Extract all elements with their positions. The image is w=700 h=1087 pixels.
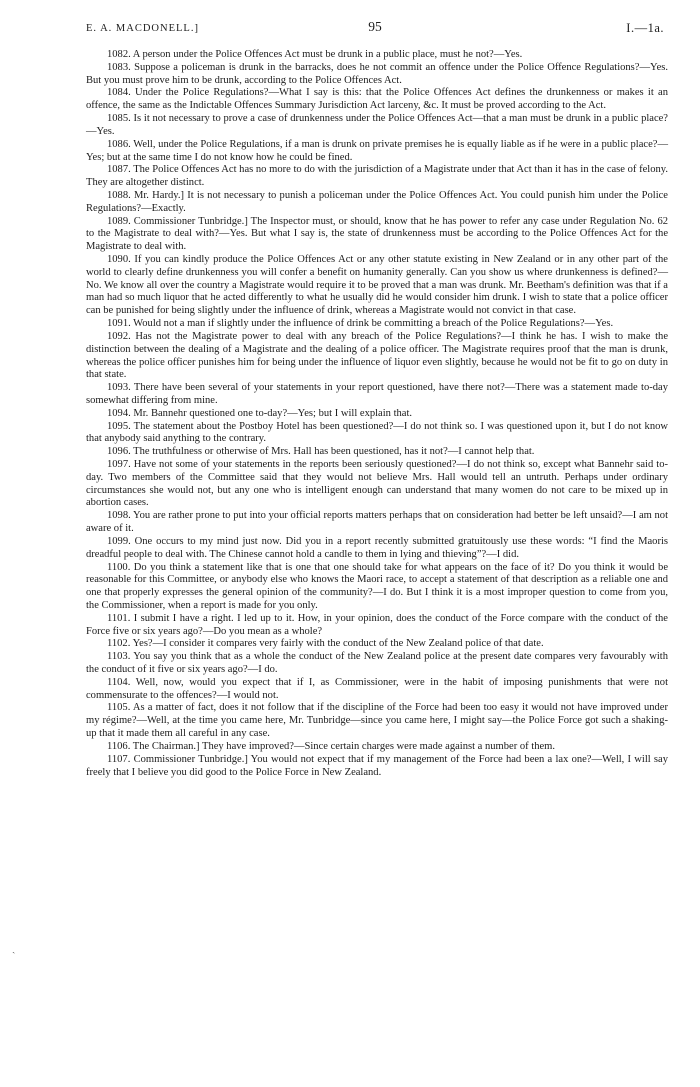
paragraph-1098: 1098. You are rather prone to put into your official reports matters perhaps that on consideration had better be left unsaid?—I am not aware of it. <box>86 510 668 535</box>
paragraph-1088: 1088. Mr. Hardy.] It is not necessary to punish a policeman under the Police Offences Act. You could punish him under the Police Regulations?—Exactly. <box>86 189 668 214</box>
page-header <box>86 19 664 41</box>
paragraph-1091: 1091. Would not a man if slightly under the influence of drink be committing a breach of the Police Regulations?—Yes. <box>107 318 614 330</box>
header-paper-reference: I.—1a. <box>626 21 664 35</box>
paragraph-1094: 1094. Mr. Bannehr questioned one to-day?—Yes; but I will explain that. <box>107 407 413 419</box>
paragraph-1106: 1106. The Chairman.] They have improved?—Since certain charges were made against a number of them. <box>107 740 555 752</box>
paragraph-1095: 1095. The statement about the Postboy Hotel has been questioned?—I do not think so. I was questioned upon it, but I do not know that anybody said anything to the contrary. <box>86 420 668 445</box>
paragraph-1107: 1107. Commissioner Tunbridge.] You would not expect that if my management of the Force had been a lax one?—Well, I will say freely that I believe you did good to the Police Force in New Zealand. <box>86 753 668 778</box>
paragraph-1085: 1085. Is it not necessary to prove a case of drunkenness under the Police Offences Act—that a man must be drunk in a public place?—Yes. <box>86 113 668 137</box>
paragraph-1097: 1097. Have not some of your statements in the reports been seriously questioned?—I do not think so, except what Bannehr said to-day. Two members of the Committee said that they would not believe Mrs. Hall would tell an untruth. Perhaps under ordinary circumstances she would not, but any one who is intelligent enough can understand that many women do not care to be mixed up in abortion cases. <box>86 459 668 509</box>
paragraph-1100: 1100. Do you think a statement like that is one that one should take for what appears on the face of it? Do you think it would be reasonable for this Committee, or anybody else who knows the Maori race, to accept a statement of that description as a reliable one and one that properly expresses the general opinion of the community?—I do. But I think it is a most improper question to come from you, the Commissioner, when a report is made for you only. <box>86 561 668 611</box>
paragraph-1096: 1096. The truthfulness or otherwise of Mrs. Hall has been questioned, has it not?—I cannot help that. <box>107 446 535 458</box>
paragraph-1105: 1105. As a matter of fact, does it not follow that if the discipline of the Force had been too easy it would not have improved under my régime?—Well, at the time you came here, Mr. Tunbridge—since you came here, I might say—the Police Force got such a shaking-up that it made them all careful in any case. <box>86 702 668 740</box>
paragraph-1090: 1090. If you can kindly produce the Police Offences Act or any other statute existing in New Zealand or in any other part of the world to clearly define drunkenness you will confer a benefit on humanity generally. Can you show us where drunkenness is defined?—No. We know all over the country a Magistrate would require it to be proved that a man was drunk. Mr. Beetham's definition was that if a man had so much liquor that he acted differently to what he usually did he would consider him drunk. I wish to state that a police officer can be punished for being slightly under the influence of drink, whereas a Magistrate would not convict in that case. <box>86 254 668 317</box>
paragraph-1104: 1104. Well, now, would you expect that if I, as Commissioner, were in the habit of imposing punishments that were not commensurate to the offences?—I would not. <box>86 676 668 701</box>
paragraph-1087: 1087. The Police Offences Act has no more to do with the jurisdiction of a Magistrate under that Act than it has in the case of felony. They are altogether distinct. <box>86 164 668 189</box>
paragraph-1083: 1083. Suppose a policeman is drunk in the barracks, does he not commit an offence under the Police Offence Regulations?—Yes. But you must prove him to be drunk, according to the Police Offences Act. <box>86 61 668 86</box>
paragraph-1084: 1084. Under the Police Regulations?—What I say is this: that the Police Offences Act defines the drunkenness or makes it an offence, the same as the Indictable Offences Summary Jurisdiction Act larceny, &c. It must be proved according to the Act. <box>86 87 668 112</box>
paragraph-1102: 1102. Yes?—I consider it compares very fairly with the conduct of the New Zealand police of that date. <box>107 638 544 650</box>
paragraph-1099: 1099. One occurs to my mind just now. Did you in a report recently submitted gratuitously use these words: “I find the Maoris dreadful people to deal with. The Chinese cannot hold a candle to them in lying and thieving”?—I did. <box>86 535 668 560</box>
page-number: 95 <box>368 19 382 34</box>
paragraph-1092: 1092. Has not the Magistrate power to deal with any breach of the Police Regulations?—I think he has. I wish to make the distinction between the dealing of a Magistrate and the dealing of a police officer. The Magistrate requires proof that the man is drunk, whereas the police officer punishes him for being under the influence of liquor even slightly, because he would not be fit to go on duty in that state. <box>86 330 668 381</box>
evidence-text <box>86 49 668 779</box>
paragraph-1103: 1103. You say you think that as a whole the conduct of the New Zealand police at the present date compares very favourably with the conduct of it five or six years ago?—I do. <box>86 651 668 675</box>
paragraph-1082: 1082. A person under the Police Offences Act must be drunk in a public place, must he not?—Yes. <box>107 49 523 60</box>
paragraph-1101: 1101. I submit I have a right. I led up to it. How, in your opinion, does the conduct of the Force compare with the conduct of the Force five or six years ago?—Do you mean as a whole? <box>86 612 668 637</box>
header-witness-name: E. A. MACDONELL.] <box>86 23 199 34</box>
paragraph-1093: 1093. There have been several of your statements in your report questioned, have there not?—There was a statement made to-day somewhat differing from mine. <box>86 382 668 406</box>
margin-mark: ˎ <box>12 943 16 954</box>
paragraph-1086: 1086. Well, under the Police Regulations, if a man is drunk on private premises he is equally liable as if he were in a public place?—Yes; but at the same time I do not know how he could be fined. <box>86 138 668 163</box>
paragraph-1089: 1089. Commissioner Tunbridge.] The Inspector must, or should, know that he has power to refer any case under Regulation No. 62 to the Magistrate to deal with?—Yes. But what I say is, the state of drunkenness must be according to the Police Offences Act for the Magistrate to deal with. <box>86 215 668 253</box>
